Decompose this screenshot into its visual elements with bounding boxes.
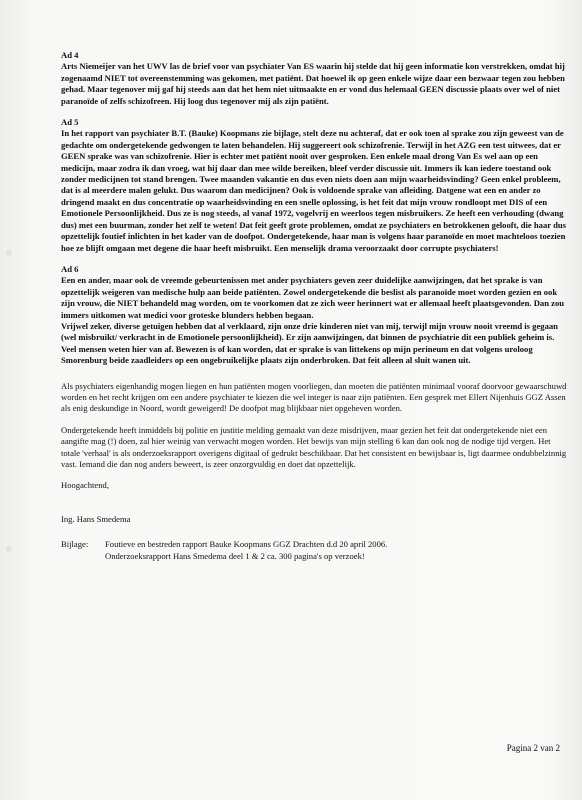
attachment-item: Foutieve en bestreden rapport Bauke Koopmans GGZ Drachten d.d 20 april 2006.: [105, 539, 388, 550]
section-ad-5: [61, 117, 567, 254]
section-ad-4: [61, 50, 567, 107]
section-heading: Ad 6: [61, 263, 79, 274]
punch-hole-mark: [6, 546, 12, 552]
section-text: In het rapport van psychiater B.T. (Bauke) Koopmans zie bijlage, stelt deze nu achteraf, dat er ook toen al sprake zou zijn geweest van de gedachte om ondergetekende gedwongen te laten behandelen. Hij suggereert ook schizofrenie. Terwijl in het AZG een test uitwees, dat er GEEN sprake was van schizofrenie. Hier is echter met patiënt nooit over gesproken. Een enkele maal drong Van Es wel aan op een medicijn, maar zodra ik dan vroeg, wat hij daar dan mee wilde bereiken, bleef verder discussie uit. Immers ik kan iedere toestand ook zonder medicijnen tot stand brengen. Twee maanden vakantie en dus even niets doen aan mijn waarheidsvinding? Geen enkel probleem, dat is al meerdere malen gelukt. Dus waarom dan medicijnen? Ook is voldoende sprake van afleiding. Datgene wat een en ander zo dringend maakt en dus concentratie op waarheidsvinding en een snelle oplossing, is het feit dat mijn vrouw rondloopt met DIS of een Emotionele Persoonlijkheid. Dus ze is nog steeds, al vanaf 1972, vogelvrij en weerloos tegen misbruikers. Ze heeft een verhouding (dwang dus) met een buurman, zonder het zelf te weten! Dat feit geeft grote problemen, omdat ze psychiaters en betrokkenen gelooft, die haar dus opzettelijk foutief inlichten in het kader van de doofpot. Ondergetekende, haar man is volgens haar paranoïde en moet machteloos toezien hoe ze blijft omgaan met degene die haar heeft misbruikt. Een menselijk drama veroorzaakt door corrupte psychiaters!: [61, 128, 566, 253]
section-ad-6: [61, 264, 567, 367]
attachments-list: [105, 539, 387, 562]
attachment-item: Onderzoeksrapport Hans Smedema deel 1 & 2 ca. 300 pagina's op verzoek!: [105, 550, 365, 561]
page-number: Pagina 2 van 2: [506, 743, 560, 753]
section-text: Arts Niemeijer van het UWV las de brief voor van psychiater Van ES waarin hij stelde dat hij geen informatie kon verstrekken, omdat hij zogenaamd NIET tot overeenstemming was gekomen, met patiënt. Dat hoewel ik op geen enkele wijze daar een bezwaar tegen zou hebben gehad. Maar tegenover mij gaf hij steeds aan dat het hem niet uitmaakte en er vond dus helemaal GEEN discussie plaats over wel of niet paranoïde of zelfs schizofreen. Hij loog dus tegenover mij als zijn patiënt.: [61, 61, 565, 106]
attachments: [61, 539, 567, 562]
paragraph-psychiaters: [61, 381, 567, 415]
paragraph-text: Ondergetekende heeft inmiddels bij politie en justitie melding gemaakt van deze misdrijven, maar gezien het feit dat ondergetekende niet een aangifte mag (!) doen, zal hier weinig van verwacht mogen worden. Het bewijs van mijn stelling 6 kan dan ook nog de nodige tijd vergen. Het totale 'verhaal' is als onderzoeksrapport overigens digitaal of gedrukt beschikbaar. Dat het consistent en bewijsbaar is, ligt daarmee ondubbelzinnig vast. Iemand die dan nog anders bewеert, is zeer onzorgvuldig en doet dat opzettelijk.: [61, 424, 567, 469]
section-text: Een en ander, maar ook de vreemde gebeurtenissen met ander psychiaters geven zeer duidelijke aanwijzingen, dat het sprake is van opzettelijk weigeren van medische hulp aan beide patiënten. Zowel ondergetekende die beslist als paranoïde moet worden gezien en ook zijn vrouw, die NIET behandeld mag worden, om te voorkomen dat ze zich weer herinnert wat er allemaal heeft plaatsgevonden. Dan zou immers uitkomen wat medici voor groteske blunders hebben begaan. Vrijwel zeker, diverse getuigen hebben dat al verklaard, zijn onze drie kinderen niet van mij, terwijl mijn vrouw nooit vreemd is gegaan (wel misbruikt/ verkracht in de Emotionele persoonlijkheid). Er zijn aanwijzingen, dat binnen de psychiatrie dit een publiek geheim is. Veel mensen weten hier van af. Bewezen is of kan worden, dat er sprake is van littekens op mijn perineum en dat volgens uroloog Smorenburg beide zaadleiders op een ongebruikelijke plaats zijn onderbroken. Dat feit alleen al sluit wanen uit.: [61, 275, 565, 366]
paragraph-aangifte: [61, 425, 567, 471]
paragraph-text: Als psychiaters eigenhandig mogen liegen en hun patiënten mogen voorliegen, dan moeten die patiënten minimaal vooraf doorvoor gewaarschuwd worden en het recht krijgen om een andere psychiater te kiezen die wel integer is naar zijn patiënten. Een gesprek met Ellert Nijenhuis GGZ Assen als enig deskundige in Noord, wordt geweigerd! De doofpot mag blijkbaar niet opgeheven worden.: [61, 380, 567, 414]
punch-hole-mark: [6, 250, 12, 256]
section-heading: Ad 5: [61, 117, 79, 128]
signature-name: Ing. Hans Smedema: [61, 513, 131, 524]
section-heading: Ad 4: [61, 50, 79, 60]
attachments-label: Bijlage:: [61, 539, 89, 550]
closing-salutation: Hoogachtend,: [61, 480, 109, 491]
letter-body: [61, 50, 567, 562]
